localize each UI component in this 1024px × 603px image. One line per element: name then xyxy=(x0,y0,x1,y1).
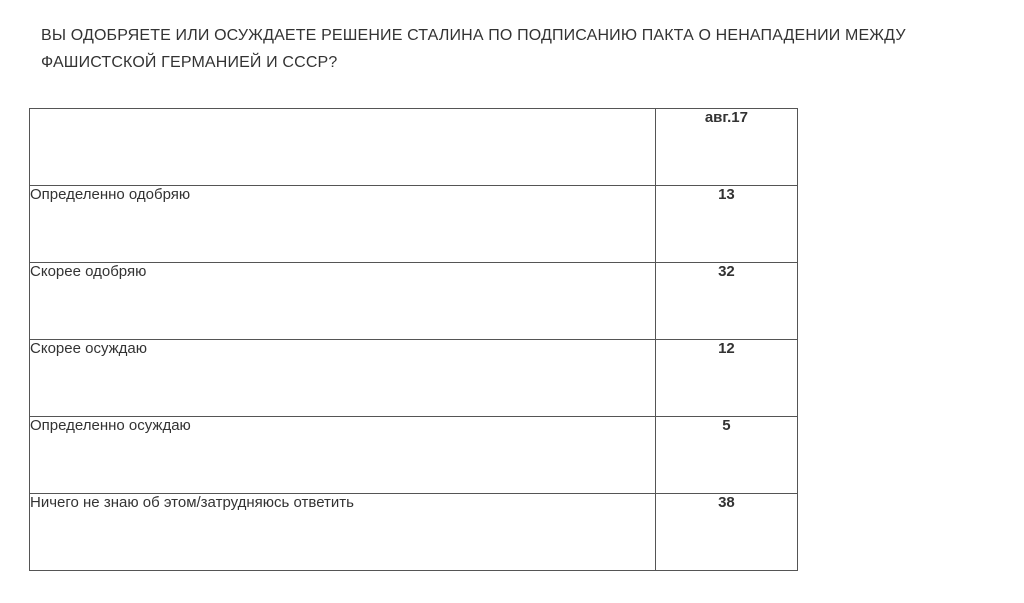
row-value: 13 xyxy=(655,186,797,263)
question-line-2: ФАШИСТСКОЙ ГЕРМАНИЕЙ И СССР? xyxy=(41,54,338,71)
header-date-cell: авг.17 xyxy=(655,109,797,186)
row-label: Ничего не знаю об этом/затрудняюсь ответить xyxy=(30,494,656,571)
row-value: 5 xyxy=(655,417,797,494)
table-row xyxy=(30,340,798,417)
table-header-row xyxy=(30,109,798,186)
survey-results-table xyxy=(29,108,798,571)
row-label: Скорее осуждаю xyxy=(30,340,656,417)
survey-question xyxy=(41,22,1021,76)
table-row xyxy=(30,186,798,263)
table-row xyxy=(30,263,798,340)
row-label: Определенно осуждаю xyxy=(30,417,656,494)
row-value: 32 xyxy=(655,263,797,340)
row-label: Скорее одобряю xyxy=(30,263,656,340)
table-row xyxy=(30,494,798,571)
row-label: Определенно одобряю xyxy=(30,186,656,263)
row-value: 38 xyxy=(655,494,797,571)
table-row xyxy=(30,417,798,494)
question-line-1: ВЫ ОДОБРЯЕТЕ ИЛИ ОСУЖДАЕТЕ РЕШЕНИЕ СТАЛИНА ПО ПОДПИСАНИЮ ПАКТА О НЕНАПАДЕНИИ МЕЖДУ xyxy=(41,27,906,44)
header-empty-cell xyxy=(30,109,656,186)
row-value: 12 xyxy=(655,340,797,417)
